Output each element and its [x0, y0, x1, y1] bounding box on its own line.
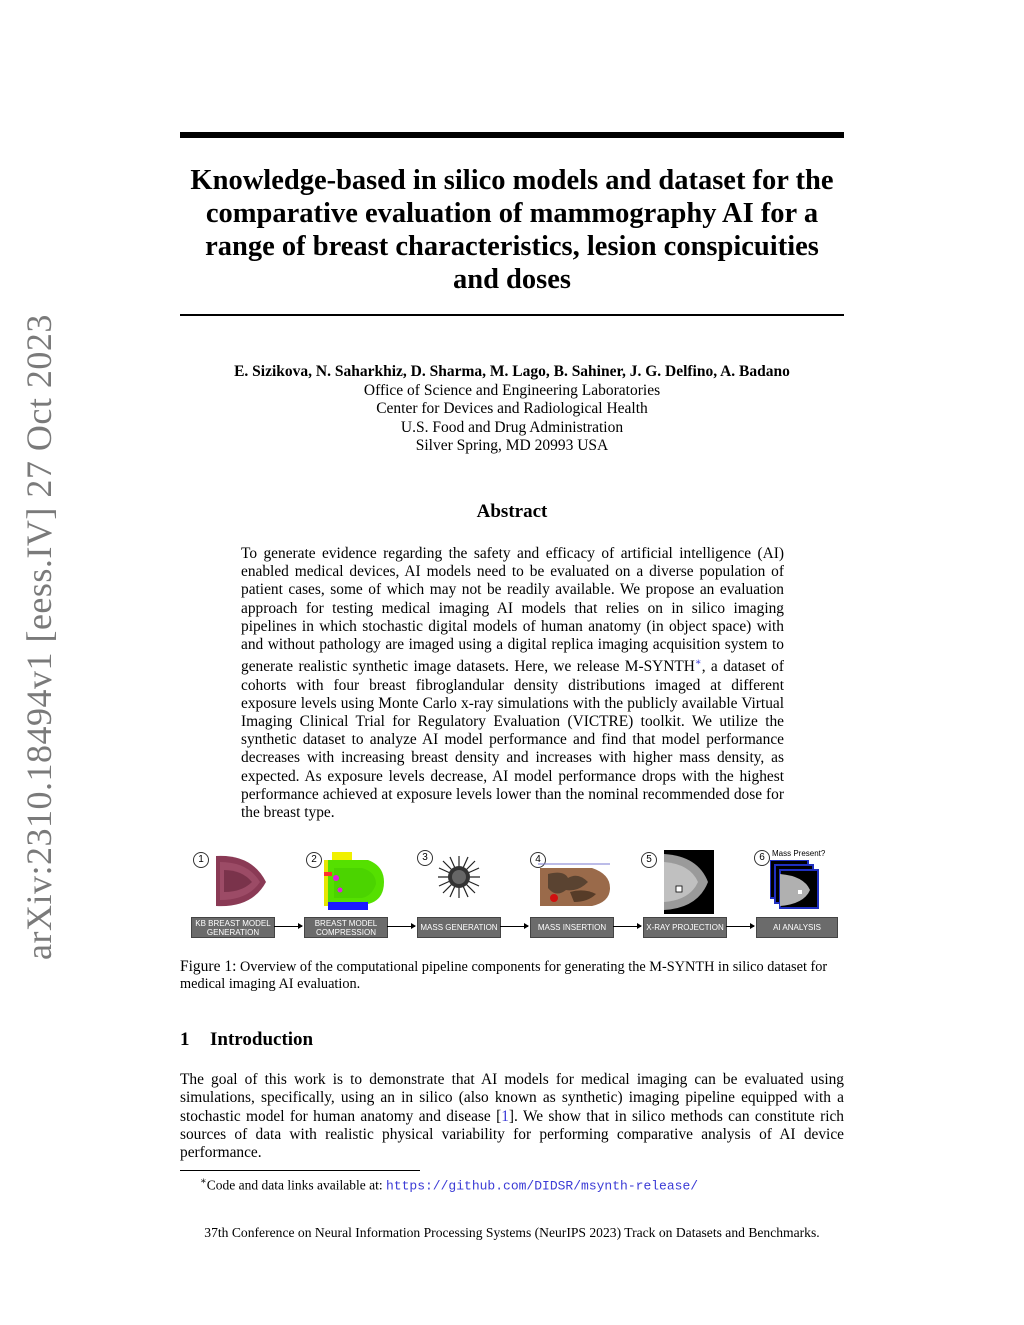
footnote-rule — [180, 1170, 420, 1171]
affiliation-line: U.S. Food and Drug Administration — [400, 418, 624, 436]
step-number: 1 — [193, 852, 209, 868]
section-heading — [180, 1029, 313, 1051]
ai-analysis-illustration — [770, 860, 820, 910]
step-number: 6 — [754, 850, 770, 866]
caption-text: Overview of the computational pipeline components for generating the M-SYNTH in silico dataset for medical imaging AI evaluation. — [180, 959, 828, 992]
introduction-body — [180, 1071, 844, 1162]
intro-text-part-1: The goal of this work is to demonstrate that AI models for medical imaging can be evaluated using simulations, specifically, using an in silico (also known as synthetic) imaging pipeline equipped with a stochastic model for human anatomy and disease [ — [180, 1071, 844, 1125]
citation-link[interactable]: 1 — [501, 1107, 509, 1125]
paper-title: Knowledge-based in silico models and dataset for the comparative evaluation of mammography AI for a range of breast characteristics, lesion conspicuities and doses — [190, 165, 834, 295]
compressed-breast-illustration — [322, 850, 386, 912]
caption-label: Figure 1: — [180, 958, 237, 975]
figure-caption — [180, 958, 844, 993]
affiliation-line: Center for Devices and Radiological Health — [376, 400, 648, 417]
affiliation-line: Silver Spring, MD 20993 USA — [415, 437, 609, 454]
mass-present-label: Mass Present? — [772, 849, 826, 858]
footnote-text: Code and data links available at: — [206, 1177, 386, 1193]
step-number: 3 — [417, 850, 433, 866]
abstract-part-2: , a dataset of cohorts with four breast fibroglandular density distributions imaged at different exposure levels using Monte Carlo x-ray simulations with the publicly available Virtual Imaging Clinical Trial for Regulatory Evaluation (VICTRE) toolkit. We utilize the synthetic dataset to analyze AI model performance and find that model performance decreases with increasing breast density and increases with higher mass density, as expected. As exposure levels decrease, AI model performance drops with the highest performance achieved at exposure levels lower than the nominal recommended dose for the breast type. — [241, 658, 784, 821]
footnote — [200, 1176, 698, 1194]
affiliation-line: Office of Science and Engineering Laboratories — [363, 381, 661, 399]
step-box-mass-generation: MASS GENERATION — [417, 917, 501, 938]
step-box-xray-projection: X-RAY PROJECTION — [643, 917, 727, 938]
abstract-body — [241, 545, 784, 822]
step-number: 4 — [530, 852, 546, 868]
title-bottom-rule — [180, 314, 844, 316]
conference-footer: 37th Conference on Neural Information Processing Systems (NeurIPS 2023) Track on Datasets and Benchmarks. — [204, 1225, 820, 1240]
arrow-icon — [500, 926, 528, 927]
arrow-icon — [726, 926, 754, 927]
footnote-marker-link[interactable]: ∗ — [694, 657, 702, 669]
step-box-kb-breast-model: KB BREAST MODEL GENERATION — [191, 917, 275, 938]
step-box-compression: BREAST MODEL COMPRESSION — [304, 917, 388, 938]
step-box-mass-insertion: MASS INSERTION — [530, 917, 614, 938]
breast-model-illustration — [212, 852, 270, 910]
footnote-mark: ∗ — [200, 1176, 207, 1187]
arrow-icon — [274, 926, 302, 927]
footnote-url-link[interactable]: https://github.com/DIDSR/msynth-release/ — [386, 1178, 699, 1194]
abstract-heading: Abstract — [476, 501, 548, 522]
mass-insertion-illustration — [538, 862, 614, 908]
step-box-ai-analysis: AI ANALYSIS — [756, 917, 838, 938]
arrow-icon — [613, 926, 641, 927]
title-top-rule — [180, 132, 844, 138]
author-names: E. Sizikova, N. Saharkhiz, D. Sharma, M. Lago, B. Sahiner, J. G. Delfino, A. Badano — [234, 363, 790, 380]
mass-illustration — [436, 854, 482, 900]
arxiv-stamp: arXiv:2310.18494v1 [eess.IV] 27 Oct 2023 — [19, 314, 59, 960]
section-number: 1 — [180, 1029, 190, 1050]
pipeline-figure — [186, 846, 842, 946]
section-title: Introduction — [210, 1029, 314, 1050]
abstract-part-1: To generate evidence regarding the safety and efficacy of artificial intelligence (AI) enabled medical devices, AI models need to be evaluated on a diverse population of patient cases, some of which may not be readily available. We propose an evaluation approach for testing medical imaging AI models that relies on in silico imaging pipelines in which stochastic digital models of human anatomy (in object space) with and without pathology are imaged using a digital replica imaging acquisition system to generate realistic synthetic image datasets. Here, we release M-SYNTH — [241, 545, 784, 676]
intro-text-part-2: ]. We show that in silico methods can constitute rich sources of data with realistic physical variability for performing comparative analysis of AI device performance. — [180, 1107, 844, 1162]
xray-projection-illustration — [664, 850, 714, 914]
author-block — [180, 363, 844, 456]
step-number: 5 — [641, 852, 657, 868]
arrow-icon — [387, 926, 415, 927]
step-number: 2 — [306, 852, 322, 868]
